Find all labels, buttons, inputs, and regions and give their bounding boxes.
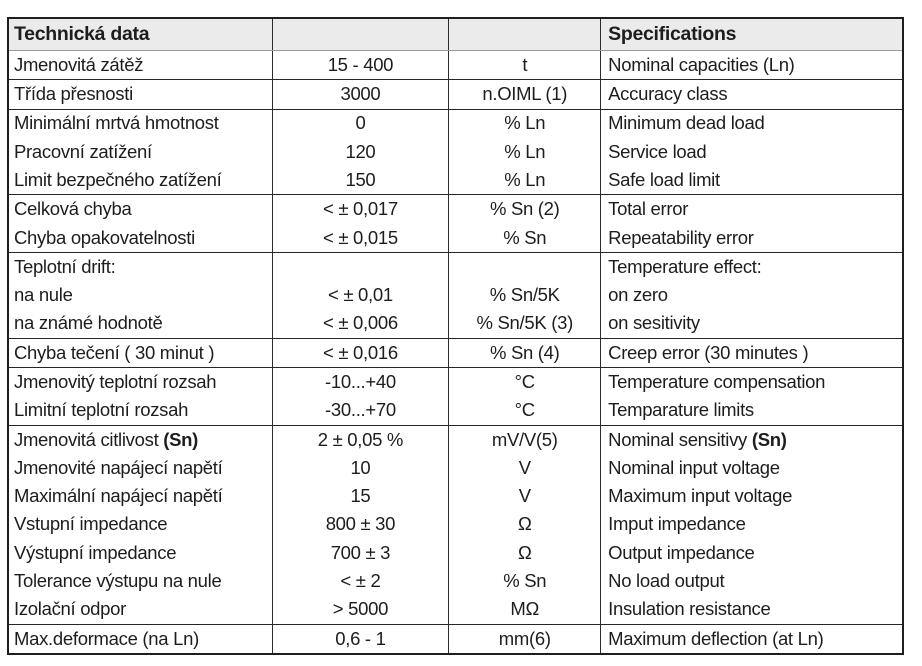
table-row [9, 482, 902, 510]
table-row [9, 339, 902, 368]
table-row [9, 110, 902, 138]
value-cell-text: < ± 0,01 [328, 284, 393, 306]
unit-cell-text: Ω [517, 513, 532, 535]
value-cell-text: 800 ± 30 [325, 513, 396, 535]
czech-label-cell-text: na nule [14, 284, 73, 306]
table-row [9, 281, 902, 309]
value-cell-text: 150 [345, 169, 376, 191]
unit-cell [448, 625, 600, 653]
czech-label-cell [9, 511, 272, 539]
unit-cell [448, 567, 600, 595]
english-spec-cell-text: No load output [608, 569, 725, 591]
value-cell [272, 396, 449, 424]
czech-label-cell [9, 625, 272, 653]
value-cell [272, 281, 449, 309]
english-spec-cell-text: Service load [608, 140, 707, 162]
unit-cell-text: V [518, 485, 531, 507]
unit-cell [448, 454, 600, 482]
table-row [9, 368, 902, 396]
english-spec-cell-text: Minimum dead load [608, 112, 765, 134]
value-cell [272, 339, 449, 367]
table-row [9, 595, 902, 624]
english-spec-cell [600, 482, 902, 510]
unit-cell [448, 195, 600, 223]
unit-cell-text: % Ln [504, 169, 546, 191]
english-spec-cell-text: Maximum deflection (at Ln) [608, 627, 824, 649]
english-spec-cell-text: Repeatability error [608, 226, 754, 248]
unit-cell-text: °C [514, 399, 535, 421]
english-spec-cell-text: Total error [608, 198, 689, 220]
english-spec-cell-text: Temparature limits [608, 399, 754, 421]
unit-cell-text: % Sn/5K [489, 284, 560, 306]
value-cell [272, 310, 449, 338]
unit-cell-text: MΩ [510, 598, 540, 620]
table-row [9, 80, 902, 109]
english-spec-cell [600, 281, 902, 309]
value-cell [272, 138, 449, 166]
value-cell-text: 15 [350, 485, 371, 507]
table-row [9, 454, 902, 482]
value-cell-text: 15 - 400 [327, 53, 394, 75]
unit-cell [448, 426, 600, 454]
english-spec-cell [600, 80, 902, 108]
unit-cell-text: n.OIML (1) [482, 83, 568, 105]
czech-label-cell [9, 224, 272, 252]
value-cell-text: 3000 [340, 83, 381, 105]
value-cell-text: < ± 0,015 [323, 226, 398, 248]
czech-label-cell [9, 195, 272, 223]
value-cell-text: < ± 0,006 [323, 312, 398, 334]
english-spec-cell-text: Maximum input voltage [608, 485, 793, 507]
table-row [9, 539, 902, 567]
czech-label-cell-text: Výstupní impedance [14, 541, 177, 563]
english-spec-cell [600, 396, 902, 424]
value-cell-text: -30...+70 [325, 399, 396, 421]
value-cell [272, 253, 449, 281]
unit-cell-text: mV/V(5) [491, 428, 558, 450]
czech-label-cell-text: Chyba tečení ( 30 minut ) [14, 341, 215, 363]
czech-label-cell-text: Limit bezpečného zatížení [14, 169, 222, 191]
value-cell [272, 511, 449, 539]
value-cell [272, 80, 449, 108]
english-spec-cell [600, 339, 902, 367]
value-cell-text: 10 [350, 456, 371, 478]
english-spec-cell [600, 166, 902, 194]
english-spec-cell-text: Temperature effect: [608, 255, 762, 277]
unit-cell [448, 166, 600, 194]
english-spec-cell [600, 454, 902, 482]
table-row [9, 166, 902, 195]
czech-label-cell [9, 454, 272, 482]
unit-cell [448, 281, 600, 309]
unit-cell-text: % Sn (4) [489, 341, 560, 363]
english-spec-cell-text: Creep error (30 minutes ) [608, 341, 809, 363]
english-spec-cell [600, 595, 902, 623]
value-cell-text: < ± 2 [340, 569, 381, 591]
english-spec-cell [600, 625, 902, 653]
value-cell [272, 368, 449, 396]
czech-label-cell [9, 310, 272, 338]
value-cell-text: 700 ± 3 [330, 541, 391, 563]
czech-label-cell [9, 482, 272, 510]
english-spec-cell-text: Nominal capacities (Ln) [608, 53, 795, 75]
czech-label-cell [9, 281, 272, 309]
czech-label-cell [9, 426, 272, 454]
czech-label-cell-text: Max.deformace (na Ln) [14, 627, 199, 649]
unit-cell-text: Ω [517, 541, 532, 563]
english-spec-cell-text: Nominal input voltage [608, 456, 780, 478]
unit-cell-text: mm(6) [498, 627, 551, 649]
english-spec-cell [600, 539, 902, 567]
czech-label-cell-text: Vstupní impedance [14, 513, 168, 535]
czech-label-cell [9, 339, 272, 367]
table-row [9, 426, 902, 454]
value-cell-text: > 5000 [332, 598, 389, 620]
czech-label-cell [9, 396, 272, 424]
czech-label-cell [9, 253, 272, 281]
value-cell-text: -10...+40 [325, 370, 396, 392]
czech-label-cell-text: Maximální napájecí napětí [14, 485, 223, 507]
table-body [9, 51, 902, 653]
unit-cell [448, 339, 600, 367]
unit-cell [448, 368, 600, 396]
czech-label-cell-text: Jmenovité napájecí napětí [14, 456, 223, 478]
value-cell [272, 625, 449, 653]
english-spec-cell-text: Insulation resistance [608, 598, 771, 620]
value-cell [272, 110, 449, 138]
unit-cell [448, 138, 600, 166]
english-spec-cell [600, 138, 902, 166]
czech-label-cell [9, 539, 272, 567]
value-cell [272, 51, 449, 79]
czech-label-cell-text: na známé hodnotě [14, 312, 163, 334]
table-row [9, 625, 902, 653]
english-spec-cell-bold-text: (Sn) [751, 428, 787, 450]
czech-label-cell-text: Jmenovitý teplotní rozsah [14, 370, 217, 392]
technical-data-table [7, 17, 904, 655]
unit-cell-text: % Sn [503, 569, 547, 591]
english-spec-cell-text: on sesitivity [608, 312, 700, 334]
unit-cell-text: % Sn (2) [489, 198, 560, 220]
table-row [9, 138, 902, 166]
english-spec-cell [600, 426, 902, 454]
english-spec-cell [600, 511, 902, 539]
unit-cell-text: °C [514, 370, 535, 392]
value-cell [272, 426, 449, 454]
czech-label-cell-text: Třída přesnosti [14, 83, 133, 105]
czech-label-cell-text: Teplotní drift: [14, 255, 116, 277]
value-cell [272, 482, 449, 510]
value-cell [272, 224, 449, 252]
table-row [9, 195, 902, 223]
value-cell-text: 0,6 - 1 [335, 627, 386, 649]
czech-label-cell-text: Jmenovitá citlivost [14, 428, 164, 450]
english-spec-cell [600, 110, 902, 138]
value-cell-text: < ± 0,017 [323, 198, 398, 220]
czech-label-cell [9, 595, 272, 623]
english-spec-cell-text: Imput impedance [608, 513, 746, 535]
value-cell [272, 595, 449, 623]
table-row [9, 310, 902, 339]
czech-label-cell-text: Minimální mrtvá hmotnost [14, 112, 219, 134]
english-spec-cell-text: Nominal sensitivy [608, 428, 752, 450]
value-cell [272, 567, 449, 595]
unit-cell [448, 253, 600, 281]
unit-cell [448, 539, 600, 567]
table-row [9, 511, 902, 539]
header-value-column [272, 19, 449, 50]
czech-label-cell [9, 166, 272, 194]
czech-label-cell [9, 368, 272, 396]
unit-cell [448, 310, 600, 338]
english-spec-cell-text: Accuracy class [608, 83, 728, 105]
unit-cell [448, 482, 600, 510]
unit-cell-text: % Ln [504, 112, 546, 134]
czech-label-cell [9, 51, 272, 79]
table-row [9, 396, 902, 425]
english-spec-cell-text: Temperature compensation [608, 370, 826, 392]
unit-cell-text: % Ln [504, 140, 546, 162]
table-row [9, 224, 902, 253]
value-cell [272, 539, 449, 567]
unit-cell-text: V [518, 456, 531, 478]
value-cell-text: 0 [355, 112, 366, 134]
unit-cell-text: % Sn [503, 226, 547, 248]
unit-cell-text: % Sn/5K (3) [476, 312, 573, 334]
czech-label-cell [9, 567, 272, 595]
english-spec-cell [600, 224, 902, 252]
table-row [9, 51, 902, 80]
english-spec-cell-text: on zero [608, 284, 668, 306]
value-cell-text: 120 [345, 140, 376, 162]
czech-label-cell-text: Pracovní zatížení [14, 140, 152, 162]
czech-label-cell-text: Izolační odpor [14, 598, 127, 620]
unit-cell-text: t [522, 53, 528, 75]
czech-label-cell-bold-text: (Sn) [163, 428, 199, 450]
header-czech-title: Technická data [14, 22, 150, 45]
czech-label-cell-text: Celková chyba [14, 198, 132, 220]
english-spec-cell [600, 310, 902, 338]
table-header-row [9, 19, 902, 51]
czech-label-cell-text: Jmenovitá zátěž [14, 53, 144, 75]
table-row [9, 253, 902, 281]
unit-cell [448, 51, 600, 79]
value-cell [272, 195, 449, 223]
unit-cell [448, 396, 600, 424]
czech-label-cell [9, 80, 272, 108]
english-spec-cell [600, 253, 902, 281]
english-spec-cell [600, 195, 902, 223]
english-spec-cell [600, 51, 902, 79]
czech-label-cell-text: Tolerance výstupu na nule [14, 569, 222, 591]
english-spec-cell-text: Output impedance [608, 541, 755, 563]
unit-cell [448, 80, 600, 108]
value-cell [272, 454, 449, 482]
value-cell-text: < ± 0,016 [323, 341, 398, 363]
czech-label-cell-text: Limitní teplotní rozsah [14, 399, 189, 421]
header-english-title: Specifications [600, 19, 902, 50]
header-unit-column [448, 19, 600, 50]
unit-cell [448, 511, 600, 539]
czech-label-cell [9, 138, 272, 166]
value-cell-text: 2 ± 0,05 % [317, 428, 404, 450]
unit-cell [448, 110, 600, 138]
czech-label-cell-text: Chyba opakovatelnosti [14, 226, 195, 248]
czech-label-cell [9, 110, 272, 138]
value-cell [272, 166, 449, 194]
english-spec-cell-text: Safe load limit [608, 169, 720, 191]
unit-cell [448, 224, 600, 252]
unit-cell [448, 595, 600, 623]
english-spec-cell [600, 567, 902, 595]
table-row [9, 567, 902, 595]
english-spec-cell [600, 368, 902, 396]
